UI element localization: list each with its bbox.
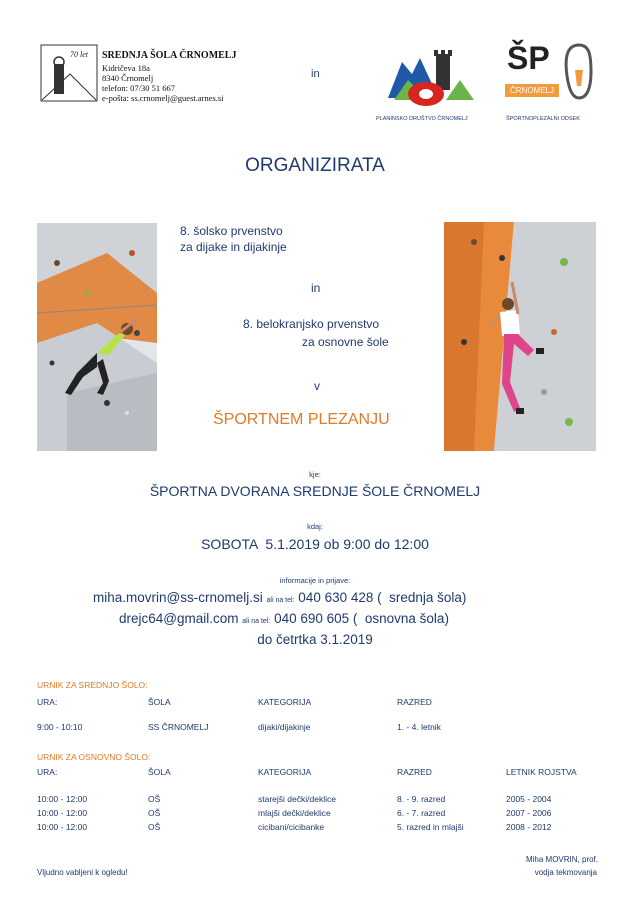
schedule-os-header-kategorija: KATEGORIJA bbox=[258, 767, 312, 777]
school-phone: telefon: 07/30 51 667 bbox=[102, 83, 175, 93]
school-address-city: 8340 Črnomelj bbox=[102, 73, 154, 83]
school-logo bbox=[40, 44, 98, 102]
schedule-os-cell: starejši dečki/deklice bbox=[258, 794, 336, 804]
carabiner-icon bbox=[561, 42, 597, 102]
schedule-os-cell: OŠ bbox=[148, 808, 161, 818]
schedule-os-cell: OŠ bbox=[148, 794, 161, 804]
school-email: e-pošta: ss.crnomelj@guest.arnes.si bbox=[102, 93, 224, 103]
schedule-ss-cell: 1. - 4. letnik bbox=[397, 722, 441, 732]
school-logo-text: 70 let bbox=[70, 50, 88, 59]
schedule-os-cell: 6. - 7. razred bbox=[397, 808, 446, 818]
schedule-os-cell: mlajši dečki/deklice bbox=[258, 808, 331, 818]
info-phone-1: 040 630 428 ( srednja šola) bbox=[298, 590, 467, 605]
header-in-word: in bbox=[311, 68, 320, 80]
venue-value: ŠPORTNA DVORANA SREDNJE ŠOLE ČRNOMELJ bbox=[149, 483, 481, 499]
pd-caption: PLANINSKO DRUŠTVO ČRNOMELJ bbox=[376, 116, 468, 122]
schedule-os-header-ura: URA: bbox=[37, 767, 58, 777]
intro-in-word: in bbox=[311, 281, 321, 295]
organizirata-title: ORGANIZIRATA bbox=[245, 155, 385, 176]
sport-title: ŠPORTNEM PLEZANJU bbox=[213, 411, 390, 428]
schedule-os-cell: 2005 - 2004 bbox=[506, 794, 552, 804]
intro-v-word: v bbox=[314, 379, 320, 393]
info-phone-2: 040 690 605 ( osnovna šola) bbox=[274, 611, 449, 626]
schedule-ss-header-razred: RAZRED bbox=[397, 697, 432, 707]
intro-line-3: 8. belokranjsko prvenstvo bbox=[243, 317, 380, 331]
schedule-os-cell: 5. razred in mlajši bbox=[397, 822, 464, 832]
schedule-ss-cell: SS ČRNOMELJ bbox=[148, 722, 209, 732]
info-ali-2: ali na tel: bbox=[242, 618, 271, 625]
intro-line-1: 8. šolsko prvenstvo bbox=[180, 224, 283, 238]
schedule-os-header-letnik: LETNIK ROJSTVA bbox=[506, 767, 577, 777]
sp-logo bbox=[505, 40, 600, 112]
schedule-os-title: URNIK ZA OSNOVNO ŠOLO: bbox=[37, 752, 151, 762]
sp-caption: ŠPORTNOPLEZALNI ODSEK bbox=[506, 116, 580, 122]
school-address-street: Kidričeva 18a bbox=[102, 63, 150, 73]
climber-photo-left bbox=[37, 223, 157, 451]
schedule-os-cell: 8. - 9. razred bbox=[397, 794, 446, 804]
info-email-2[interactable]: drejc64@gmail.com bbox=[119, 611, 239, 626]
intro-line-4: za osnovne šole bbox=[302, 335, 389, 349]
footer-signer: Miha MOVRIN, prof. bbox=[525, 855, 598, 864]
schedule-os-cell: 2008 - 2012 bbox=[506, 822, 552, 832]
schedule-os-cell: 10:00 - 12:00 bbox=[37, 808, 88, 818]
sp-letters: ŠP bbox=[507, 40, 550, 76]
schedule-os-cell: OŠ bbox=[148, 822, 161, 832]
venue-label: kje: bbox=[309, 470, 321, 479]
schedule-os-cell: 10:00 - 12:00 bbox=[37, 822, 88, 832]
schedule-ss-header-ura: URA: bbox=[37, 697, 58, 707]
schedule-os-header-sola: ŠOLA bbox=[148, 767, 171, 777]
schedule-os-cell: 2007 - 2006 bbox=[506, 808, 552, 818]
schedule-os-header-razred: RAZRED bbox=[397, 767, 432, 777]
schedule-ss-header-sola: ŠOLA bbox=[148, 697, 171, 707]
schedule-ss-header-kategorija: KATEGORIJA bbox=[258, 697, 312, 707]
info-ali-1: ali na tel: bbox=[266, 597, 295, 604]
schedule-ss-cell: 9:00 - 10:10 bbox=[37, 722, 83, 732]
date-value: SOBOTA 5.1.2019 ob 9:00 do 12:00 bbox=[201, 536, 429, 552]
info-label: informacije in prijave: bbox=[279, 576, 351, 585]
school-name: SREDNJA ŠOLA ČRNOMELJ bbox=[102, 50, 237, 61]
schedule-os-cell: 10:00 - 12:00 bbox=[37, 794, 88, 804]
date-label: kdaj: bbox=[307, 522, 323, 531]
sp-sub: ČRNOMELJ bbox=[509, 86, 554, 95]
schedule-ss-title: URNIK ZA SREDNJO ŠOLO: bbox=[37, 680, 148, 690]
info-contact-2 bbox=[119, 611, 449, 626]
footer-invite: Vljudno vabljeni k ogledu! bbox=[37, 868, 128, 877]
info-deadline: do četrtka 3.1.2019 bbox=[257, 632, 373, 647]
pd-logo bbox=[384, 40, 476, 110]
footer-role: vodja tekmovanja bbox=[534, 868, 597, 877]
climber-photo-right bbox=[444, 222, 596, 451]
info-contact-1 bbox=[93, 590, 466, 605]
schedule-ss-cell: dijaki/dijakinje bbox=[258, 722, 311, 732]
intro-line-2: za dijake in dijakinje bbox=[180, 240, 287, 254]
schedule-os-cell: cicibani/cicibanke bbox=[258, 822, 325, 832]
info-email-1[interactable]: miha.movrin@ss-crnomelj.si bbox=[93, 590, 263, 605]
